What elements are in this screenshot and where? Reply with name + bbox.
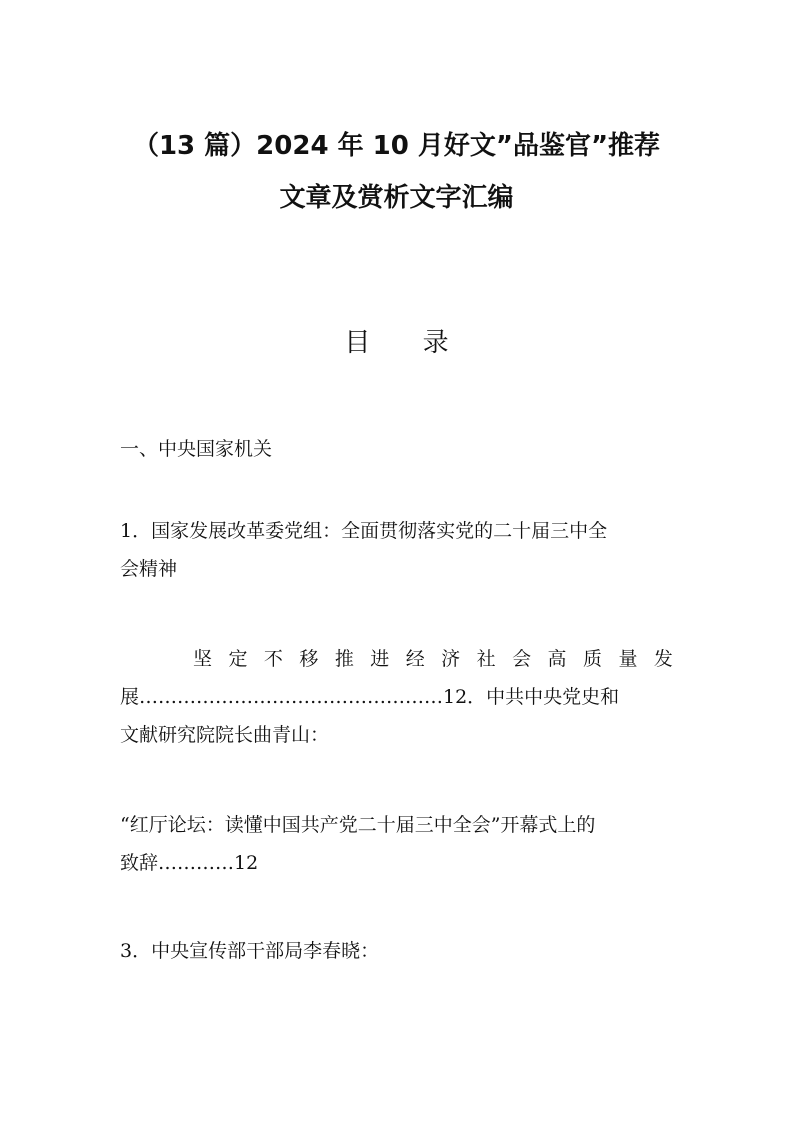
toc-char: 不 [263,648,283,670]
section-heading: 一、中央国家机关 [120,438,273,460]
toc-char: 发 [653,648,673,670]
toc-char: 社 [476,648,496,670]
toc-char: 移 [299,648,319,670]
toc-char: 推 [334,648,354,670]
toc-entry [120,806,673,882]
toc-entry-line: 致辞…………12 [120,852,259,874]
toc-entry-line: 1．国家发展改革委党组：全面贯彻落实党的二十届三中全 [120,520,608,542]
toc-char: 定 [228,648,248,670]
toc-entry-line: “红厅论坛：读懂中国共产党二十届三中全会”开幕式上的 [120,814,596,836]
title-line-1: （13 篇）2024 年 10 月好文”品鉴官”推荐 [132,131,661,161]
toc-entry [120,512,673,588]
toc-entry-justified-line [120,640,673,678]
toc-char: 高 [547,648,567,670]
toc-char: 济 [441,648,461,670]
toc-entry [120,640,673,754]
title-line-2: 文章及赏析文字汇编 [279,183,514,213]
toc-entry-line: 会精神 [120,558,178,580]
toc-char: 经 [405,648,425,670]
toc-entry-line: 展…………………………………………12．中共中央党史和 [120,686,620,708]
toc-char: 进 [370,648,390,670]
toc-char: 量 [618,648,638,670]
document-title [100,120,693,224]
toc-entry [120,932,673,970]
toc-char: 会 [512,648,532,670]
toc-entry-line: 文献研究院院长曲青山： [120,724,330,746]
toc-char: 坚 [193,648,213,670]
toc-entry-line: 3．中央宣传部干部局李春晓： [120,940,380,962]
toc-char: 质 [582,648,602,670]
toc-heading: 目 录 [344,328,471,358]
